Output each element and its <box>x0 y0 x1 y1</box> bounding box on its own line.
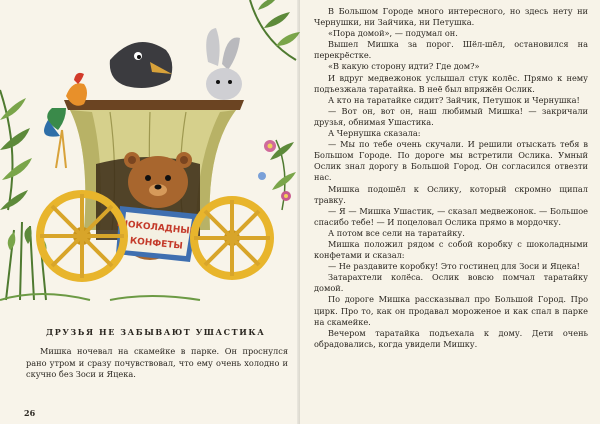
paragraph: А кто на таратайке сидит? Зайчик, Петушок и Чернушка! <box>328 94 580 105</box>
left-page-text <box>26 346 288 381</box>
paragraph: А потом все сели на таратайку. <box>328 227 465 238</box>
right-page-text <box>314 6 588 350</box>
paragraph: «В какую сторону идти? Где дом?» <box>328 61 480 72</box>
paragraph: По дороге Мишка рассказывал про Большой Город. Про цирк. Про то, как он продавал мороженое и как спал в парке на скамейке. <box>314 294 588 327</box>
paragraph: Мишка положил рядом с собой коробку с шоколадными конфетами и сказал: <box>314 238 588 261</box>
paragraph: — Не раздавите коробку! Это гостинец для Зоси и Яцека! <box>328 261 580 272</box>
left-wheel <box>40 194 124 278</box>
paragraph: Вечером таратайка подъехала к дому. Дети очень обрадовались, когда увидели Мишку. <box>314 327 588 349</box>
box-label-line1: ШОКОЛАДНЫЕ <box>116 218 197 238</box>
right-page <box>300 0 600 424</box>
cart-illustration <box>0 0 300 318</box>
paragraph: Затарахтели колёса. Ослик вовсю помчал таратайку домой. <box>314 272 588 294</box>
right-leaves <box>250 0 300 210</box>
paragraph: Мишка подошёл к Ослику, который скромно щипал травку. <box>314 183 588 205</box>
paragraph: Вышел Мишка за порог. Шёл-шёл, остановился на перекрёстке. <box>314 39 588 61</box>
paragraph: А Чернушка сказала: <box>328 128 421 139</box>
paragraph: Мишка ночевал на скамейке в парке. Он проснулся рано утром и сразу почувствовал, что ему очень холодно и скучно без Зоси и Яцека. <box>26 346 288 380</box>
paragraph: В Большом Городе много интересного, но здесь нету ни Чернушки, ни Зайчика, ни Петушка. <box>314 6 588 28</box>
paragraph: И вдруг медвежонок услышал стук колёс. Прямо к нему подъезжала таратайка. В неё был впряжён Ослик. <box>314 72 588 94</box>
right-wheel <box>194 200 270 276</box>
box-label-line2: КОНФЕТЫ <box>129 236 184 252</box>
candy-box <box>116 206 198 262</box>
chapter-title: ДРУЗЬЯ НЕ ЗАБЫВАЮТ УШАСТИКА <box>46 327 266 337</box>
paragraph: — Я — Мишка Ушастик, — сказал медвежонок. — Большое спасибо тебе! — И поцеловал Ослика прямо в мордочку. <box>314 205 588 227</box>
page-number: 26 <box>24 408 36 418</box>
paragraph: — Вот он, вот он, наш любимый Мишка! — закричали друзья, обнимая Ушастика. <box>314 105 588 127</box>
paragraph: «Пора домой», — подумал он. <box>328 28 458 39</box>
paragraph: — Мы по тебе очень скучали. И решили отыскать тебя в Большом Городе. По дороге мы встретили Ослика. Умный Ослик знал дорогу в Большой Город. Он согласился отвезти нас. <box>314 139 588 183</box>
